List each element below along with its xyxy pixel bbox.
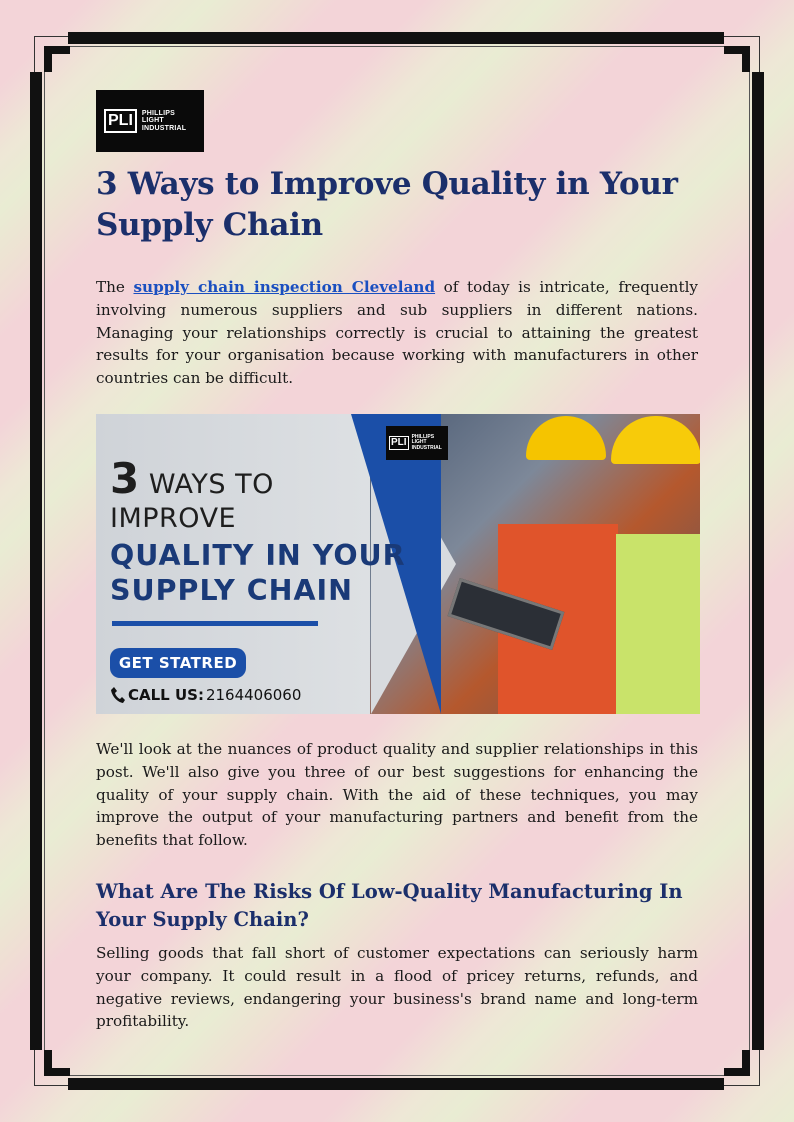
logo-line-2: LIGHT bbox=[141, 117, 164, 125]
get-started-button[interactable]: GET STATRED bbox=[110, 648, 246, 678]
banner-line-3: QUALITY IN YOUR bbox=[110, 538, 406, 572]
frame-top-bar bbox=[68, 32, 724, 44]
body-paragraph-2: We'll look at the nuances of product quality and supplier relationships in this post. We'll also give you three of our best suggestions for enhancing the quality of your supply chain. With the aid of these techniques, you may improve the output of your manufacturing partners and benefit from the benefits that follow. bbox=[96, 739, 698, 850]
banner-logo-line-3: INDUSTRIAL bbox=[411, 444, 442, 451]
call-label: CALL US: bbox=[128, 685, 204, 704]
banner-logo-line-2: LIGHT bbox=[411, 439, 427, 446]
call-us bbox=[110, 686, 301, 704]
safety-vest-yellow bbox=[616, 534, 700, 714]
banner-underline bbox=[112, 621, 318, 626]
banner-logo-line-1: PHILLIPS bbox=[411, 434, 435, 441]
article-banner-image bbox=[96, 414, 700, 714]
company-logo bbox=[96, 90, 204, 152]
page-title: 3 Ways to Improve Quality in Your Supply Chain bbox=[96, 166, 678, 243]
intro-paragraph bbox=[96, 276, 698, 390]
frame-corner-top-right bbox=[724, 46, 750, 72]
frame-corner-bottom-left bbox=[44, 1050, 70, 1076]
logo-wordmark bbox=[142, 110, 186, 132]
frame-corner-bottom-right bbox=[724, 1050, 750, 1076]
banner-logo-mark: PLI bbox=[391, 436, 407, 448]
banner-line-1: WAYS TO bbox=[148, 468, 274, 500]
section-heading-risks: What Are The Risks Of Low-Quality Manufacturing In Your Supply Chain? bbox=[96, 879, 683, 931]
banner-line-2: IMPROVE bbox=[110, 502, 237, 534]
frame-bottom-bar bbox=[68, 1078, 724, 1090]
phone-icon bbox=[110, 686, 126, 704]
banner-number: 3 bbox=[110, 453, 140, 503]
frame-right-bar bbox=[752, 72, 764, 1050]
intro-text-before: The bbox=[96, 278, 134, 296]
call-number: 2164406060 bbox=[205, 685, 302, 704]
page-content bbox=[96, 90, 698, 1033]
intro-text-after: of today is intricate, frequently involving numerous suppliers and sub suppliers in different nations. Managing your relationships correctly is crucial to attaining the greatest results for your organisation because working with manufacturers in other countries can be difficult. bbox=[96, 278, 699, 388]
banner-line-4: SUPPLY CHAIN bbox=[110, 573, 354, 607]
banner-logo bbox=[386, 426, 448, 460]
frame-left-bar bbox=[30, 72, 42, 1050]
body-paragraph-3: Selling goods that fall short of customer expectations can seriously harm your company. It could result in a flood of pricey returns, refunds, and negative reviews, endangering your business's brand name and long-term profitability. bbox=[96, 943, 698, 1031]
banner-headline-top bbox=[110, 453, 274, 536]
supply-chain-inspection-link[interactable]: supply chain inspection Cleveland bbox=[133, 278, 436, 296]
logo-mark: PLI bbox=[104, 109, 137, 133]
banner-logo-wordmark bbox=[412, 435, 442, 451]
banner-headline-bottom bbox=[110, 538, 406, 608]
logo-line-1: PHILLIPS bbox=[141, 109, 175, 117]
frame-corner-top-left bbox=[44, 46, 70, 72]
logo-line-3: INDUSTRIAL bbox=[141, 124, 187, 132]
